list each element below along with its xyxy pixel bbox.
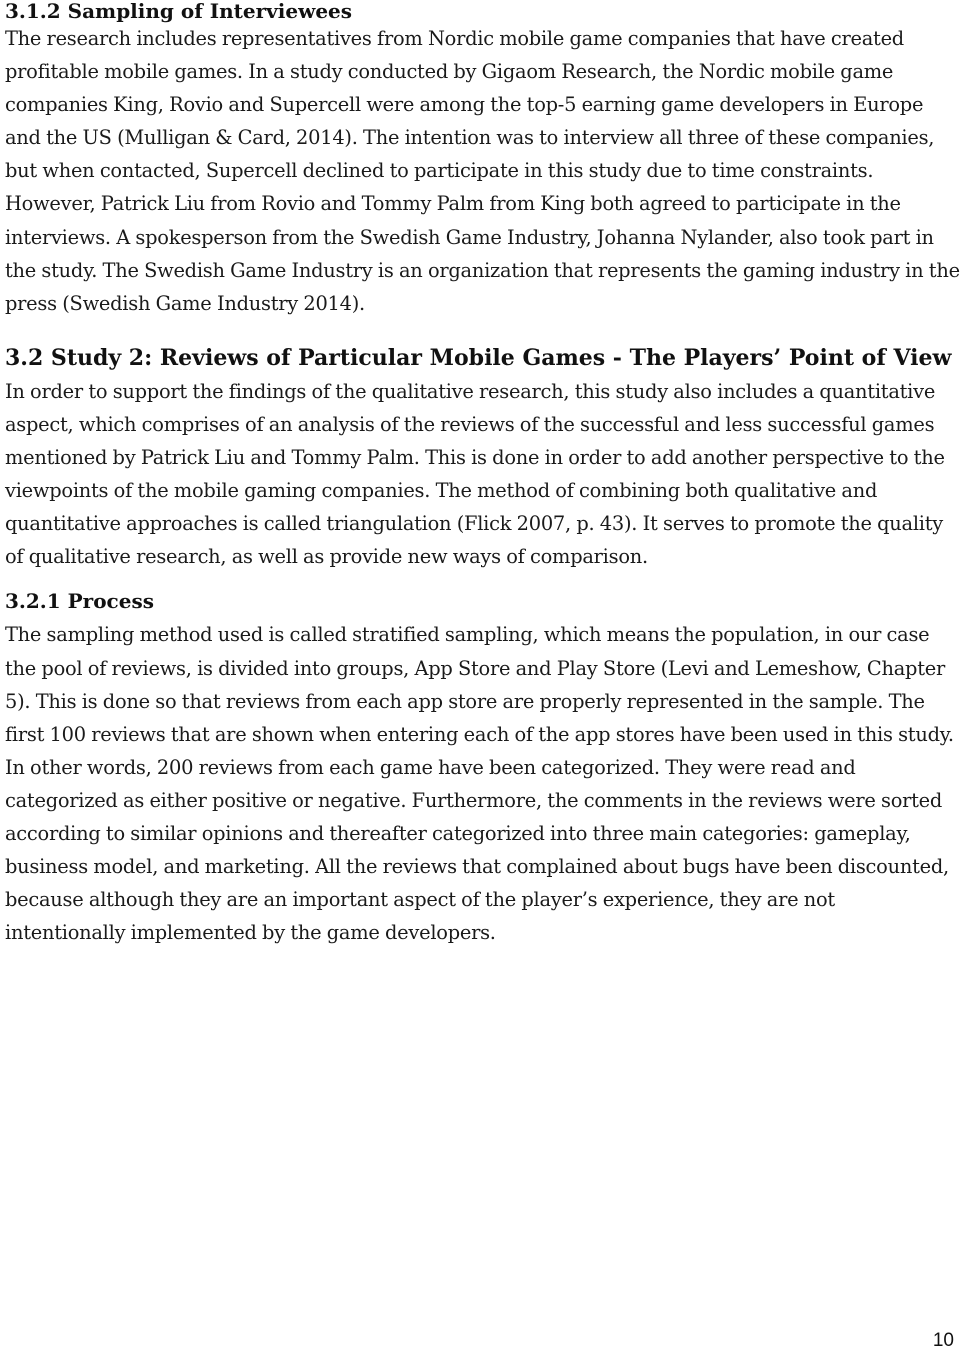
- section-heading-study-2-reviews: 3.2 Study 2: Reviews of Particular Mobile Games - The Players’ Point of View: [5, 344, 952, 371]
- document-page: [5, 0, 960, 949]
- paragraph-study-2-reviews: In order to support the findings of the qualitative research, this study also includes a quantitative aspect, which comprises of an analysis of the reviews of the successful and less successful games mentioned by Patrick Liu and Tommy Palm. This is done in order to add another perspective to the viewpoints of the mobile gaming companies. The method of combining both qualitative and quantitative approaches is called triangulation (Flick 2007, p. 43). It serves to promote the quality of qualitative research, as well as provide new ways of comparison.: [5, 379, 945, 569]
- paragraph-sampling-of-interviewees: The research includes representatives from Nordic mobile game companies that have created profitable mobile games. In a study conducted by Gigaom Research, the Nordic mobile game companies King, Rovio and Supercell were among the top-5 earning game developers in Europe and the US (Mulligan & Card, 2014). The intention was to interview all three of these companies, but when contacted, Supercell declined to participate in this study due to time constraints. However, Patrick Liu from Rovio and Tommy Palm from King both agreed to participate in the interviews. A spokesperson from the Swedish Game Industry, Johanna Nylander, also took part in the study. The Swedish Game Industry is an organization that represents the gaming industry in the press (Swedish Game Industry 2014).: [5, 27, 960, 315]
- section-heading-sampling-of-interviewees: 3.1.2 Sampling of Interviewees: [5, 0, 353, 23]
- paragraph-process: The sampling method used is called stratified sampling, which means the population, in our case the pool of reviews, is divided into groups, App Store and Play Store (Levi and Lemeshow, Chapter 5). This is done so that reviews from each app store are properly represented in the sample. The first 100 reviews that are shown when entering each of the app stores have been used in this study. In other words, 200 reviews from each game have been categorized. They were read and categorized as either positive or negative. Furthermore, the comments in the reviews were sorted according to similar opinions and thereafter categorized into three main categories: gameplay, business model, and marketing. All the reviews that complained about bugs have been discounted, because although they are an important aspect of the player’s experience, they are not intentionally implemented by the game developers.: [5, 623, 954, 945]
- page-number: 10: [932, 1330, 954, 1351]
- section-heading-process: 3.2.1 Process: [5, 589, 154, 614]
